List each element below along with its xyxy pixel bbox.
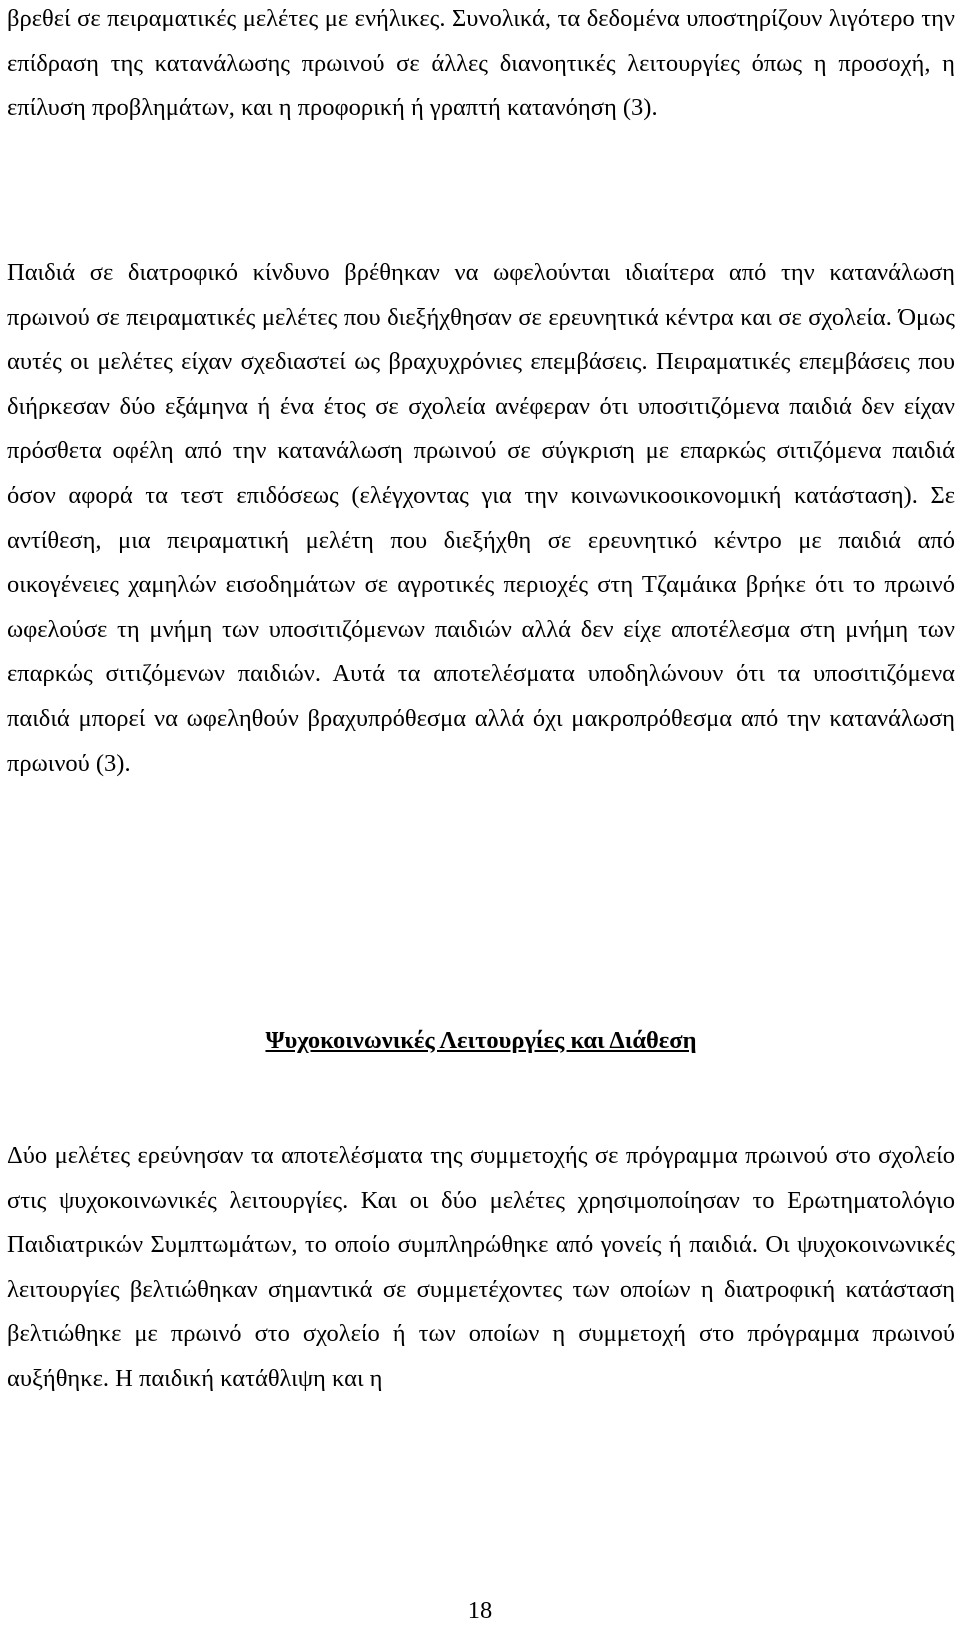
section-heading: Ψυχοκοινωνικές Λειτουργίες και Διάθεση xyxy=(265,1027,697,1054)
paragraph-psychosocial: Δύο μελέτες ερεύνησαν τα αποτελέσματα της συμμετοχής σε πρόγραμμα πρωινού στο σχολείο στις ψυχοκοινωνικές λειτουργίες. Και οι δύο μελέτες χρησιμοποίησαν το Ερωτηματολόγιο Παιδιατρικών Συμπτωμάτων, το οποίο συμπληρώθηκε από γονείς ή παιδιά. Οι ψυχοκοινωνικές λειτουργίες βελτιώθηκαν σημαντικά σε συμμετέχοντες των οποίων η διατροφική κατάσταση βελτιώθηκε με πρωινό στο σχολείο ή των οποίων η συμμετοχή στο πρόγραμμα πρωινού αυξήθηκε. Η παιδική κατάθλιψη και η xyxy=(7,1142,955,1392)
paragraph-at-risk-children: Παιδιά σε διατροφικό κίνδυνο βρέθηκαν να ωφελούνται ιδιαίτερα από την κατανάλωση πρωινού σε πειραματικές μελέτες που διεξήχθησαν σε ερευνητικά κέντρα και σε σχολεία. Όμως αυτές οι μελέτες είχαν σχεδιαστεί ως βραχυχρόνιες επεμβάσεις. Πειραματικές επεμβάσεις που διήρκεσαν δύο εξάμηνα ή ένα έτος σε σχολεία ανέφεραν ότι υποσιτιζόμενα παιδιά δεν είχαν πρόσθετα οφέλη από την κατανάλωση πρωινού σε σύγκριση με επαρκώς σιτιζόμενα παιδιά όσον αφορά τα τεστ επιδόσεως (ελέγχοντας για την κοινωνικοοικονομική κατάσταση). Σε αντίθεση, μια πειραματική μελέτη που διεξήχθη σε ερευνητικό κέντρο με παιδιά από οικογένειες χαμηλών εισοδημάτων σε αγροτικές περιοχές στη Τζαμάικα βρήκε ότι το πρωινό ωφελούσε τη μνήμη των υποσιτιζόμενων παιδιών αλλά δεν είχε αποτέλεσμα στη μνήμη των επαρκώς σιτιζόμενων παιδιών. Αυτά τα αποτελέσματα υποδηλώνουν ότι τα υποσιτιζόμενα παιδιά μπορεί να ωφεληθούν βραχυπρόθεσμα αλλά όχι μακροπρόθεσμα από την κατανάλωση πρωινού (3). xyxy=(7,259,955,777)
page-number: 18 xyxy=(467,1597,493,1624)
paragraph-intro: βρεθεί σε πειραματικές μελέτες με ενήλικες. Συνολικά, τα δεδομένα υποστηρίζουν λιγότερο την επίδραση της κατανάλωσης πρωινού σε άλλες διανοητικές λειτουργίες όπως η προσοχή, η επίλυση προβλημάτων, και η προφορική ή γραπτή κατανόηση (3). xyxy=(7,5,955,122)
